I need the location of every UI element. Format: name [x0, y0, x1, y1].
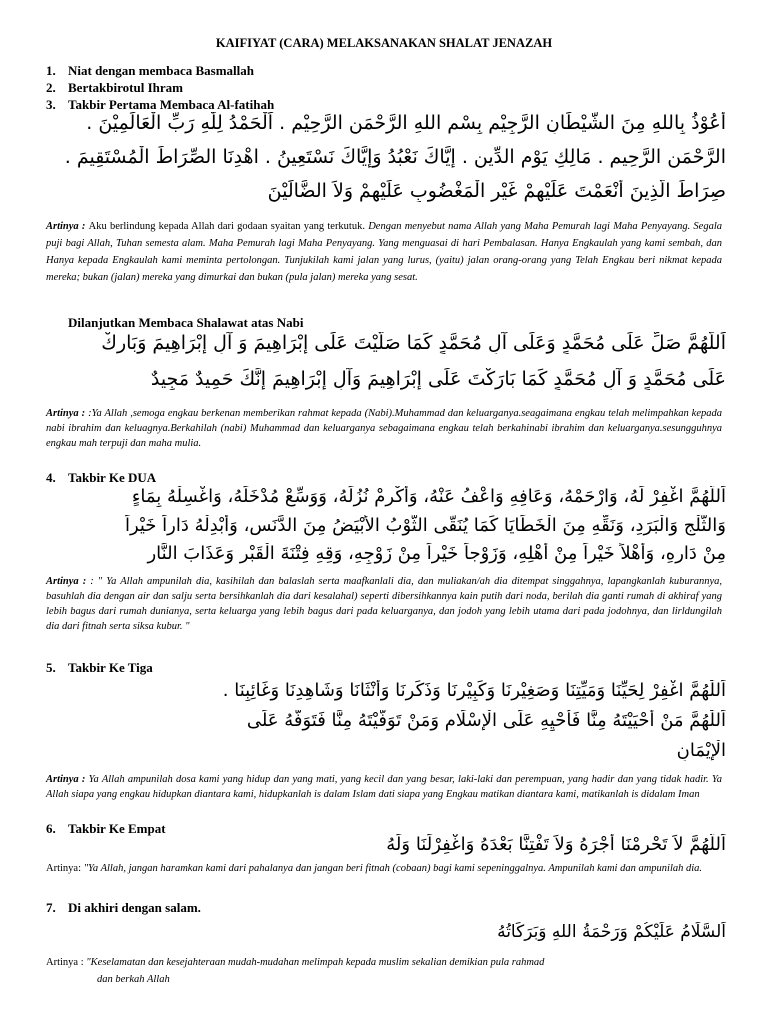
step-2	[46, 80, 183, 96]
step-6	[46, 821, 166, 837]
page-title: KAIFIYAT (CARA) MELAKSANAKAN SHALAT JENAZAH	[215, 36, 553, 50]
artinya-label: Artinya:	[46, 863, 81, 874]
arabic-takbir3-line-1: اَللّٰهُمَّ اغْفِرْ لِحَيِّنَا وَمَيِّتِنَا وَصَغِيْرِنَا وَكَبِيْرِنَا وَذَكَرِنَا وَأُنْثَانَا وَشَاهِدِنَا وَغَائِبِنَا .	[222, 680, 726, 701]
step-number: 5.	[46, 660, 56, 675]
arabic-takbir3-line-2: اَللّٰهُمَّ مَنْ أَحْيَيْتَهُ مِنَّا فَأَحْيِهِ عَلَى الْإِسْلَامِ وَمَنْ تَوَفَّيْتَهُ مِنَّا فَتَوَفَّهُ عَلَى	[246, 710, 726, 731]
arabic-takbir2-line-1: اَللَّهُمَّ اغْفِرْ لَهُ، وَارْحَمْهُ، وَعَافِهِ وَاعْفُ عَنْهُ، وَأَكْرِمْ نُزُلَهُ، وَوَسِّعْ مُدْخَلَهُ، وَاغْسِلْهُ بِمَاءٍ	[131, 486, 726, 507]
step-number: 2.	[46, 80, 56, 95]
arabic-takbir2-line-2: وَالثَّلْجِ وَالْبَرَدِ، وَنَقِّهِ مِنَ الْخَطَايَا كَمَا يُنَقَّى الثَّوْبُ الأَبْيَضُ مِنَ الدَّنَسِ، وَأَبْدِلْهُ دَاراً خَيْراً	[124, 515, 726, 536]
translation-salam-line-1: "Keselamatan dan kesejahteraan mudah-mudahan melimpah kepada muslim sekalian demikian pula rahmad	[86, 957, 545, 968]
translation-takbir2	[46, 574, 722, 634]
step-number: 4.	[46, 470, 56, 485]
translation-fatihah	[46, 218, 722, 286]
translation-takbir2-text: : " Ya Allah ampunilah dia, kasihilah dan balaslah serta maafkanlali dia, dan muliakan/ah dia ditempat singgahnya, lapangkanlah kuburannya, basuhlah dia dengan air dan salju serta bersihkanlah dia dari kesalahal) seperti dibersihkannya kain putih dari noda, berilah dia ganti rumah di akhiraf yang lebih bagus dari rumah dunianya, serta keluarga yang lebih bagus dari pada keluarganya, dan jodoh yang lebih utama dari pada jodohnya, dan lirldungilah dia dari fitnah serta siksa kubur. "	[46, 576, 723, 632]
step-5	[46, 660, 153, 676]
step-number: 7.	[46, 900, 56, 915]
arabic-salam: اَلسَّلَامُ عَلَيْكُمْ وَرَحْمَةُ اللهِ وَبَرَكَاتُهُ	[497, 922, 726, 942]
artinya-label: Artinya :	[46, 774, 86, 785]
step-1	[46, 63, 254, 79]
step-label: Di akhiri dengan salam.	[68, 900, 201, 915]
arabic-fatihah-line-2: الرَّحْمَنِ الرَّحِيمِ . مَالِكِ يَوْمِ الدِّينِ . إِيَّاكَ نَعْبُدُ وَإِيَّاكَ نَسْتَعِينُ . اهْدِنَا الصِّرَاطَ الْمُسْتَقِيمَ .	[64, 146, 726, 168]
step-7	[46, 900, 201, 916]
arabic-takbir3-line-3: الْإِيْمَانِ	[676, 740, 726, 761]
arabic-fatihah-line-1: أَعُوْذُ بِاللهِ مِنَ الشَّيْطَانِ الرَّجِيْم بِسْمِ اللهِ الرَّحْمَنِ الرَّحِيْمِ . اَلْحَمْدُ لِلّٰهِ رَبِّ الْعَالَمِيْنَ .	[86, 112, 726, 134]
translation-takbir4	[46, 860, 722, 877]
step-label: Niat dengan membaca Basmallah	[68, 63, 254, 78]
translation-salam-line-2: dan berkah Allah	[97, 974, 170, 985]
translation-takbir3	[46, 772, 722, 802]
arabic-takbir4: اَللَّهُمَّ لاَ تَحْرِمْنَا أَجْرَهُ وَلاَ تَفْتِنَّا بَعْدَهُ وَاغْفِرْلَنَا وَلَهُ	[386, 834, 726, 855]
arabic-takbir2-line-3: مِنْ دَارِهِ، وَأَهْلاً خَيْراً مِنْ أَهْلِهِ، وَزَوْجاً خَيْراً مِنْ زَوْجِهِ، وَقِهِ فِتْنَةَ الْقَبْرِ وَعَذَابَ النَّارِ	[147, 543, 726, 564]
artinya-label: Artinya :	[46, 408, 86, 419]
step-3	[46, 97, 274, 113]
step-label: Bertakbirotul Ihram	[68, 80, 183, 95]
translation-salam	[46, 954, 722, 988]
step-label: Takbir Ke Tiga	[68, 660, 153, 675]
translation-fatihah-taawudz: Aku berlindung kepada Allah dari godaan syaitan yang terkutuk.	[88, 221, 365, 232]
arabic-shalawat-line-1: اَللَّهُمَّ صَلِّ عَلَى مُحَمَّدٍ وَعَلَى آلِ مُحَمَّدٍ كَمَا صَلَّيْتَ عَلَى إِبْرَاهِيمَ وَ آلِ إِبْرَاهِيمَ وَبَارِكْ	[101, 332, 726, 354]
translation-shalawat-text: :Ya Allah ,semoga engkau berkenan memberikan rahmat kepada (Nabi).Muhammad dan keluarganya.seagaimana engkau telah melimpahkan kepada nabi ibrahim dan keluagnya.Berkahilah (nabi) Muhammad dan keluarganya sebagaimana engkau telah berkahinabi ibrahim dan keluarganya.sesungguhnya engkau mah terpuji dan maha mulia.	[46, 408, 723, 449]
translation-takbir3-text: Ya Allah ampunilah dosa kami yang hidup dan yang mati, yang kecil dan yang besar, laki-laki dan perempuan, yang hadir dan yang tidak hadir. Ya Allah siapa yang engkau hidupkan diantara kami, hidupkanlah is dalam Islam dati siapa yang Engkau matikan diantara kami, matikanlah is didalam Iman	[46, 774, 723, 800]
arabic-shalawat-line-2: عَلَى مُحَمَّدٍ وَ آلِ مُحَمَّدٍ كَمَا بَارَكْتَ عَلَى إِبْرَاهِيمَ وَآلِ إِبْرَاهِيمَ إِنَّكَ حَمِيدٌ مَجِيدٌ	[150, 368, 726, 390]
step-number: 1.	[46, 63, 56, 78]
step-number: 3.	[46, 97, 56, 112]
artinya-label: Artinya :	[46, 576, 87, 587]
translation-fatihah-surah: Dengan menyebut nama Allah yang Maha Pemurah lagi Maha Penyayang. Segala puji bagi Allah, Tuhan semesta alam. Maha Pemurah lagi Maha Penyayang. Yang menguasai di hari Pembalasan. Hanya Engkaulah yang kami sembah, dan Hanya kepada Engkaulah kami meminta pertolongan. Tunjukilah kami jalan yang lurus, (yaitu) jalan orang-orang yang Telah Engkau beri nikmat kepada mereka; bukan (jalan) mereka yang dimurkai dan bukan (pula jalan) mereka yang sesat.	[46, 221, 722, 283]
step-label: Takbir Ke Empat	[68, 821, 166, 836]
translation-shalawat	[46, 406, 722, 451]
translation-takbir4-text: "Ya Allah, jangan haramkan kami dari pahalanya dan jangan beri fitnah (cobaan) bagi kami sepeninggalnya. Ampunilah kami dan ampunilah dia.	[83, 863, 703, 874]
step-label: Takbir Pertama Membaca Al-fatihah	[68, 97, 275, 112]
step-4	[46, 470, 156, 486]
step-number: 6.	[46, 821, 56, 836]
artinya-label: Artinya :	[46, 957, 84, 968]
shalawat-heading: Dilanjutkan Membaca Shalawat atas Nabi	[68, 315, 304, 330]
arabic-fatihah-line-3: صِرَاطَ الَّذِينَ أَنْعَمْتَ عَلَيْهِمْ غَيْرِ الْمَغْضُوبِ عَلَيْهِمْ وَلاَ الضَّالِّيْنَ	[267, 180, 726, 202]
artinya-label: Artinya :	[46, 221, 86, 232]
step-label: Takbir Ke DUA	[68, 470, 157, 485]
